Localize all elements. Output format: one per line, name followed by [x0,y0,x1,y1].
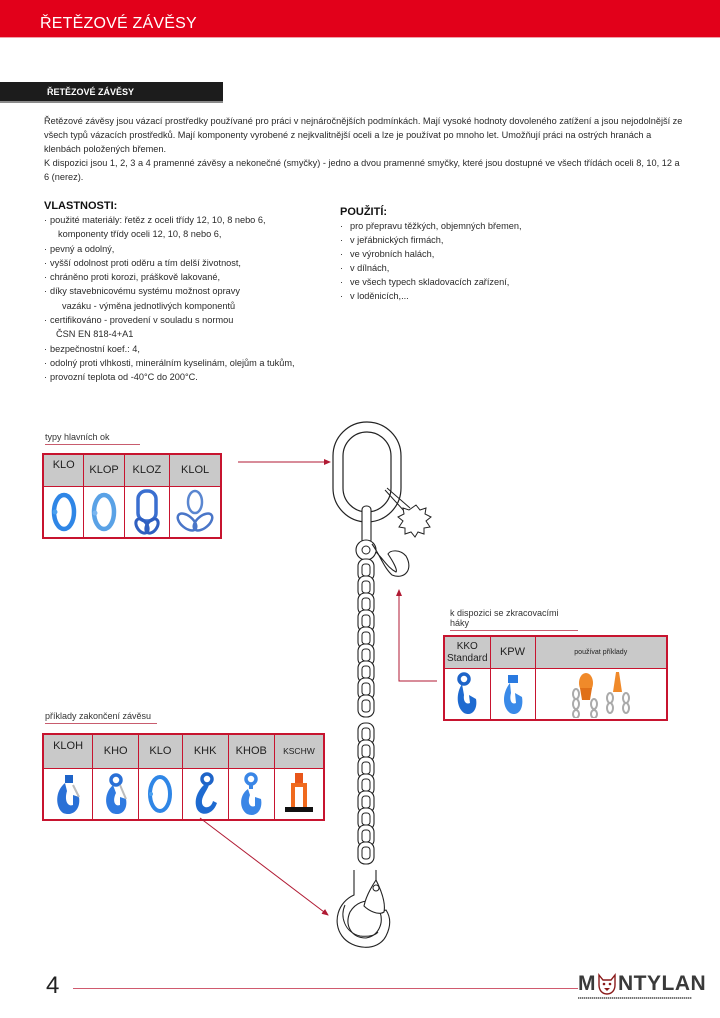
column-klop: KLOP [84,454,124,486]
shortening-hooks-table [443,635,668,721]
bullet-icon: · [44,243,48,254]
chain-link [358,740,374,762]
property-text: vazáku - výměna jednotlivých komponentů [62,300,236,311]
image-cell [93,768,139,820]
image-cell [170,486,221,538]
master-links-table [42,453,222,539]
image-cell [274,768,324,820]
bullet-icon: · [340,277,344,287]
image-cell [490,668,535,720]
chain-link [358,723,374,745]
use-item [340,247,600,261]
chain-link [358,559,374,581]
chain-link [358,678,374,700]
column-kho: KHO [93,734,139,768]
property-text: provozní teplota od -40°C do 200°C. [50,372,198,383]
brand-logo-m: M [578,972,596,995]
bullet-icon: · [44,257,48,268]
hook-kloh-icon [51,771,85,817]
end-fittings-caption: příklady zakončení závěsu [45,711,157,724]
bullet-icon: · [340,263,344,273]
shortening-hook-kpw-icon [498,671,528,717]
shackle-kschw-icon [282,771,316,817]
end-fittings-table [42,733,325,821]
bullet-icon: · [44,357,48,368]
image-cell [84,486,124,538]
property-text: vyšší odolnost proti oděru a tím delší životnost, [50,257,241,268]
image-cell [43,486,84,538]
uses-section [340,206,600,303]
column-khob: KHOB [228,734,274,768]
column-khk: KHK [182,734,228,768]
logo-underline [578,997,692,999]
use-text: v dílnách, [350,263,390,273]
properties-list [44,213,344,385]
intro-paragraph-1: Řetězové závěsy jsou vázací prostředky používané pro práci v nejnáročnějších podmínkách. Mají vysoké hodnoty dovoleného zatížení a jsou nejodolnější ze všech typů vázacích prostředků. Mají komponenty vyrobené z nejkvalitnější oceli a lze je používat po mnoho let. Umožňují práci na ostrých hranách a klenbách položených břemen. [44,116,683,154]
property-item [44,356,344,370]
use-item [340,289,600,303]
image-cell [535,668,667,720]
property-item [44,256,344,270]
properties-heading: VLASTNOSTI: [44,200,118,212]
hook-kho-icon [100,771,132,817]
property-item [44,270,344,284]
bullet-icon: · [44,215,48,225]
table-image-row [444,668,667,720]
chain-link [358,593,374,615]
column-kpw: KPW [490,636,535,668]
properties-section [44,200,344,385]
bulldog-icon [596,973,618,995]
brand-logo [578,972,706,996]
link-klo-icon [145,771,175,817]
bullet-icon: · [44,372,48,383]
property-item [44,342,344,356]
table-image-row [43,768,324,820]
master-link-kloz-icon [130,488,164,536]
property-text: bezpečnostní koef.: 4, [50,343,140,354]
image-cell [124,486,169,538]
page-header-bar [0,0,720,38]
column-klo: KLO [139,734,182,768]
bullet-icon: · [340,235,344,245]
table-image-row [43,486,221,538]
property-item [44,284,344,298]
column-kloz: KLOZ [124,454,169,486]
property-item [44,213,344,227]
page-number: 4 [46,972,60,999]
table-header-row [444,636,667,668]
intro-text [44,114,684,184]
chain-link [358,774,374,796]
property-item [44,370,344,384]
property-text: ČSN EN 818-4+A1 [56,329,134,340]
use-text: v loděnicích,... [350,291,409,301]
bullet-icon: · [44,286,48,297]
arrow-shortening-hook [399,590,437,681]
master-links-caption: typy hlavních ok [45,432,140,445]
property-item [44,313,344,327]
arrow-end-fitting [200,818,328,915]
master-link-klop-icon [89,489,119,535]
use-item [340,261,600,275]
property-text: díky stavebnicovému systému možnost opravy [50,286,240,297]
property-text: pevný a odolný, [50,243,115,254]
brand-logo-rest: NTYLAN [618,972,707,995]
chain-link [358,627,374,649]
master-link-drawing [333,422,431,576]
column-kko-standard-label: KKO Standard [446,641,488,665]
use-text: ve výrobních halách, [350,249,435,259]
footer-divider [73,988,578,989]
image-cell [139,768,182,820]
shortening-hook-example-icon [566,670,636,718]
property-item [44,299,344,313]
page-title: ŘETĚZOVÉ ZÁVĚSY [40,15,197,32]
column-kko-standard [444,636,490,668]
bullet-icon: · [44,272,48,283]
chain-link [358,695,374,717]
property-item [44,242,344,256]
master-link-klol-icon [176,488,214,536]
use-item [340,233,600,247]
chain-link [358,644,374,666]
use-item [340,219,600,233]
intro-paragraph-2: K dispozici jsou 1, 2, 3 a 4 pramenné závěsy a nekonečné (smyčky) - jedno a dvou pramenné smyčky, které jsou dostupné ve všech třídách oceli 8, 10, 12 a 6 (nerez). [44,158,680,182]
image-cell [228,768,274,820]
section-tab [0,82,223,103]
use-text: pro přepravu těžkých, objemných břemen, [350,221,522,231]
column-klol: KLOL [170,454,221,486]
use-text: v jeřábnických firmách, [350,235,444,245]
use-item [340,275,600,289]
bullet-icon: · [340,291,344,301]
chain-link [358,757,374,779]
hook-khob-icon [235,771,267,817]
bullet-icon: · [44,343,48,354]
chain-link [358,791,374,813]
bullet-icon: · [340,221,344,231]
image-cell [43,768,93,820]
property-text: certifikováno - provedení v souladu s normou [50,315,234,326]
column-kloh: KLOH [43,734,93,768]
property-text: chráněno proti korozi, práškově lakované, [50,272,221,283]
shortening-hooks-caption: k dispozici se zkracovacími háky [450,608,578,631]
master-link-klo-icon [49,489,79,535]
property-item [44,227,344,241]
chain-link [358,825,374,847]
table-header-row [43,734,324,768]
chain-link [358,610,374,632]
uses-heading: POUŽITÍ: [340,206,388,218]
chain-link [358,842,374,864]
property-text: použité materiály: řetěz z oceli třídy 12, 10, 8 nebo 6, [50,215,266,225]
chain-drawing [358,559,374,864]
column-examples: používat příklady [535,636,667,668]
section-tab-label: ŘETĚZOVÉ ZÁVĚSY [47,87,135,97]
end-hook-drawing [337,870,390,947]
property-item [44,327,344,341]
column-kschw: KSCHW [274,734,324,768]
bullet-icon: · [44,315,48,326]
property-text: komponenty třídy oceli 12, 10, 8 nebo 6, [58,229,222,240]
use-text: ve všech typech skladovacích zařízení, [350,277,510,287]
image-cell [444,668,490,720]
chain-link [358,576,374,598]
bullet-icon: · [340,249,344,259]
image-cell [182,768,228,820]
table-header-row [43,454,221,486]
property-text: odolný proti vlhkosti, minerálním kyselinám, olejům a tukům, [50,357,295,368]
column-klo: KLO [43,454,84,486]
chain-link [358,661,374,683]
hook-khk-icon [189,771,221,817]
uses-list [340,219,600,303]
chain-link [358,808,374,830]
shortening-hook-kko-icon [452,671,482,717]
